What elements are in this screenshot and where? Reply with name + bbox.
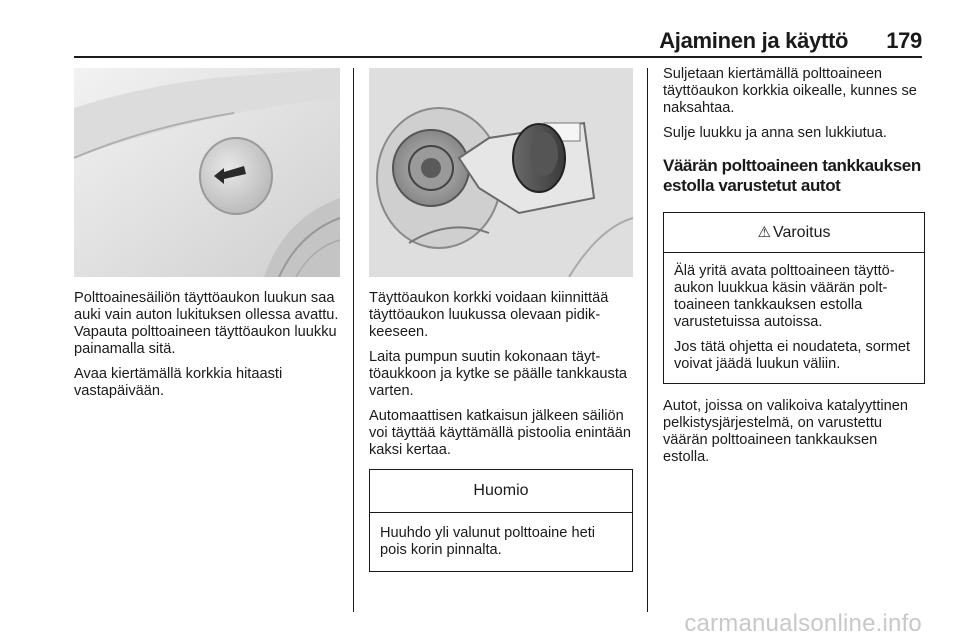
fuel-cap-illustration bbox=[369, 68, 633, 277]
fuel-door-caption: Polttoainesäiliön täyttöaukon luukun saa auki vain auton lukituksen ollessa avattu. Vapauta polttoaineen täyttöaukon luukku painamalla sitä. bbox=[74, 290, 339, 357]
column-divider bbox=[353, 68, 354, 612]
fuel-cap-drawing bbox=[369, 68, 633, 277]
section-title: Ajaminen ja käyttö bbox=[659, 28, 849, 53]
note-box bbox=[369, 469, 633, 572]
auto-shutoff-paragraph: Automaattisen katkaisun jälkeen säiliön voi täyttää käyttämällä pistoolia enintään kaksi kertaa. bbox=[369, 408, 632, 458]
warning-body-container bbox=[664, 253, 924, 383]
warning-paragraph-2: Jos tätä ohjetta ei noudateta, sormet voivat jäädä luukun väliin. bbox=[674, 339, 911, 372]
column-right bbox=[663, 66, 925, 474]
note-title: Huomio bbox=[370, 470, 632, 513]
page-header bbox=[74, 28, 922, 54]
fuel-door-drawing bbox=[74, 68, 340, 277]
header-rule bbox=[74, 56, 922, 58]
fuel-door-illustration bbox=[74, 68, 340, 277]
misfuel-heading: Väärän polttoaineen tankkauksen estolla varustetut autot bbox=[663, 156, 921, 195]
note-body-container bbox=[370, 513, 632, 571]
column-divider bbox=[647, 68, 648, 612]
scr-paragraph: Autot, joissa on valikoiva katalyyttinen pelkistysjärjestelmä, on varustettu väärän polttoaineen tankkauksen estolla. bbox=[663, 398, 908, 465]
page-number: 179 bbox=[886, 28, 922, 53]
column-left bbox=[74, 290, 342, 408]
cap-holder-paragraph: Täyttöaukon korkki voidaan kiinnittää täyttöaukon luukussa olevaan pidikkeeseen. bbox=[369, 290, 609, 340]
warning-title: Varoitus bbox=[772, 224, 831, 241]
note-body: Huuhdo yli valunut polttoaine heti pois korin pinnalta. bbox=[380, 525, 596, 558]
column-middle bbox=[369, 290, 633, 586]
warning-paragraph-1: Älä yritä avata polttoaineen täyttöaukon luukkua käsin väärän polttoaineen tankkauksen estolla varustetuissa autoissa. bbox=[674, 263, 895, 330]
close-cap-paragraph: Suljetaan kiertämällä polttoaineen täyttöaukon korkkia oikealle, kunnes se naksahtaa. bbox=[663, 66, 917, 116]
close-door-paragraph: Sulje luukku ja anna sen lukkiutua. bbox=[663, 125, 887, 141]
nozzle-paragraph: Laita pumpun suutin kokonaan täyttöaukkoon ja kytke se päälle tankkausta varten. bbox=[369, 349, 627, 399]
open-cap-instruction: Avaa kiertämällä korkkia hitaasti vastapäivään. bbox=[74, 366, 283, 399]
warning-triangle-icon: ⚠ bbox=[757, 224, 771, 241]
watermark: carmanualsonline.info bbox=[684, 610, 922, 637]
warning-title-row bbox=[664, 213, 924, 253]
warning-box bbox=[663, 212, 925, 384]
